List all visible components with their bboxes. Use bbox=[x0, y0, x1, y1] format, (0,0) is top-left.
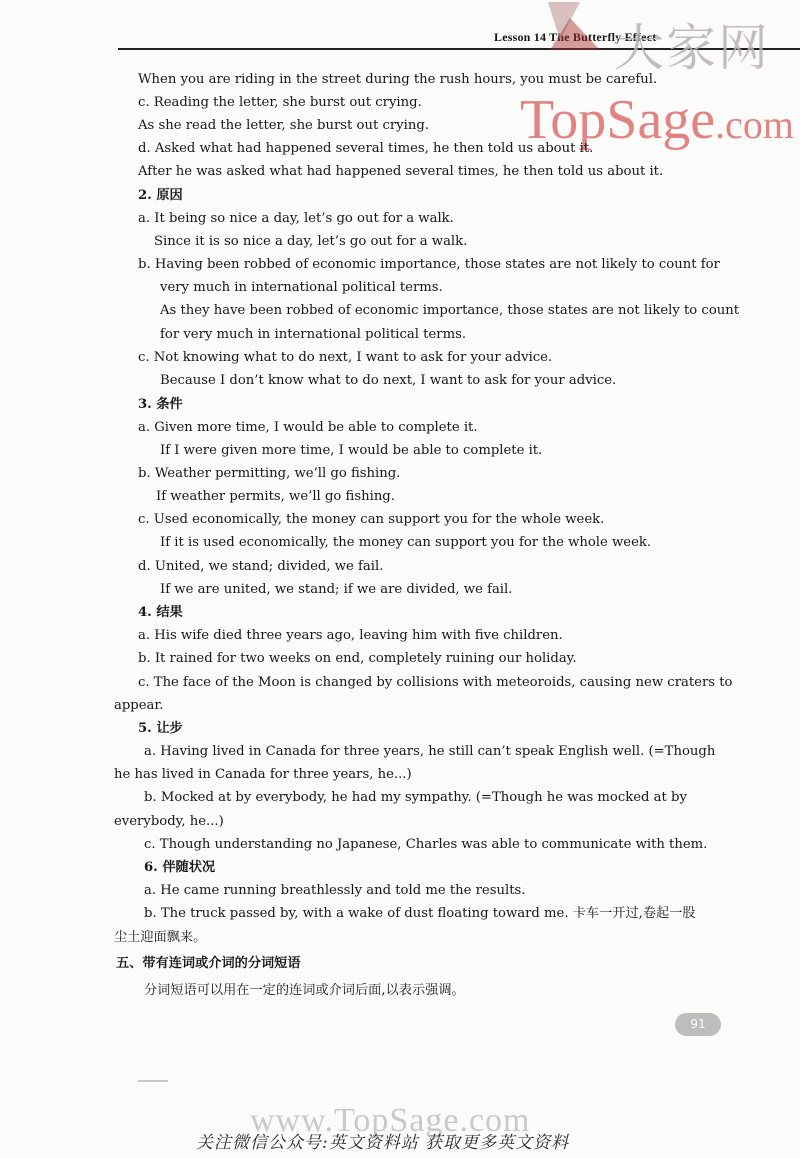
text-line: If weather permits, we’ll go fishing. bbox=[156, 489, 395, 504]
text-line: b. Mocked at by everybody, he had my sympathy. (=Though he was mocked at by bbox=[144, 790, 687, 805]
text-line: appear. bbox=[114, 698, 164, 713]
text-line: a. Having lived in Canada for three years, he still can’t speak English well. (=Though bbox=[144, 744, 716, 759]
text-line: very much in international political terms. bbox=[160, 280, 443, 295]
text-line: c. Not knowing what to do next, I want to ask for your advice. bbox=[138, 350, 553, 365]
text-line: If I were given more time, I would be able to complete it. bbox=[160, 443, 543, 458]
divider bbox=[138, 1080, 168, 1082]
text-line: c. The face of the Moon is changed by collisions with meteoroids, causing new craters to bbox=[138, 675, 733, 690]
page-number: 91 bbox=[675, 1013, 721, 1036]
watermark-logo-icon bbox=[540, 0, 620, 60]
section-heading: 6. 伴随状况 bbox=[144, 860, 216, 875]
text-line: d. Asked what had happened several times, he then told us about it. bbox=[138, 141, 594, 156]
section-heading: 2. 原因 bbox=[138, 188, 183, 203]
text-line: d. United, we stand; divided, we fail. bbox=[138, 559, 384, 574]
text-line: Since it is so nice a day, let’s go out for a walk. bbox=[154, 234, 468, 249]
text-line: b. Weather permitting, we’ll go fishing. bbox=[138, 466, 401, 481]
text-line: b. The truck passed by, with a wake of dust floating toward me. 卡车一开过,卷起一股 bbox=[144, 906, 696, 921]
section-heading: 3. 条件 bbox=[138, 397, 183, 412]
text-line: After he was asked what had happened several times, he then told us about it. bbox=[138, 164, 664, 179]
section-heading: 4. 结果 bbox=[138, 605, 183, 620]
text-line: As she read the letter, she burst out crying. bbox=[138, 118, 429, 133]
section-heading: 五、带有连词或介词的分词短语 bbox=[116, 956, 301, 971]
text-line: When you are riding in the street during the rush hours, you must be careful. bbox=[138, 72, 658, 87]
text-line: 尘土迎面飘来。 bbox=[114, 930, 207, 945]
text-line: As they have been robbed of economic importance, those states are not likely to count bbox=[160, 303, 740, 318]
text-line: a. It being so nice a day, let’s go out for a walk. bbox=[138, 211, 454, 226]
text-line: If we are united, we stand; if we are divided, we fail. bbox=[160, 582, 513, 597]
footer-note: 关注微信公众号:英文资料站 获取更多英文资料 bbox=[196, 1133, 570, 1153]
text-line: c. Used economically, the money can support you for the whole week. bbox=[138, 512, 605, 527]
section-heading: 5. 让步 bbox=[138, 721, 183, 736]
text-line: for very much in international political terms. bbox=[160, 327, 467, 342]
running-header: Lesson 14 The Butterfly Effect bbox=[494, 30, 657, 44]
text-line: c. Though understanding no Japanese, Charles was able to communicate with them. bbox=[144, 837, 708, 852]
text-line: Because I don’t know what to do next, I want to ask for your advice. bbox=[160, 373, 617, 388]
watermark-brand: TopSage.com bbox=[520, 89, 795, 151]
text-line: b. Having been robbed of economic importance, those states are not likely to count for bbox=[138, 257, 720, 272]
text-line: a. He came running breathlessly and told me the results. bbox=[144, 883, 526, 898]
watermark-cn: 大家网 bbox=[614, 19, 770, 77]
text-line: 分词短语可以用在一定的连词或介词后面,以表示强调。 bbox=[144, 983, 465, 998]
footer-watermark-url: www.TopSage.com bbox=[250, 1102, 531, 1139]
text-line: b. It rained for two weeks on end, completely ruining our holiday. bbox=[138, 651, 577, 666]
text-line: a. His wife died three years ago, leaving him with five children. bbox=[138, 628, 563, 643]
text-line: everybody, he...) bbox=[114, 814, 224, 829]
text-line: c. Reading the letter, she burst out crying. bbox=[138, 95, 422, 110]
text-line: If it is used economically, the money can support you for the whole week. bbox=[160, 535, 652, 550]
text-line: a. Given more time, I would be able to complete it. bbox=[138, 420, 478, 435]
text-line: he has lived in Canada for three years, he...) bbox=[114, 767, 412, 782]
